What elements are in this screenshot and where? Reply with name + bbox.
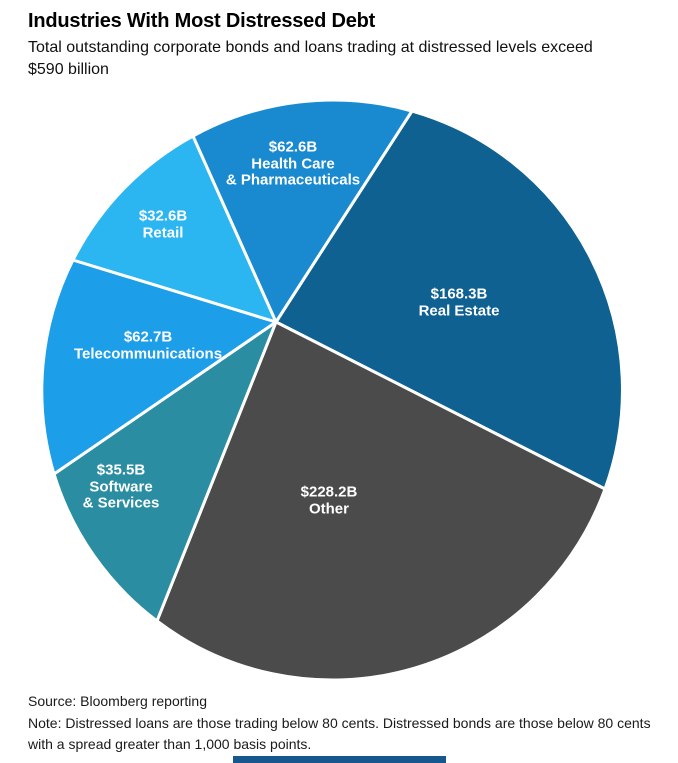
slice-label-line: $32.6B bbox=[138, 207, 188, 225]
source-text: Source: Bloomberg reporting bbox=[28, 693, 207, 709]
slice-label-line: $62.6B bbox=[268, 138, 318, 156]
slice-label-line: Health Care bbox=[251, 154, 335, 172]
slice-label-line: Real Estate bbox=[418, 302, 500, 319]
slice-label-line: & Pharmaceuticals bbox=[225, 171, 361, 189]
note-text: Note: Distressed loans are those trading below 80 cents. Distressed bonds are those below 80 cents with a spread greater than 1,000 basis points. bbox=[28, 715, 651, 752]
slice-label-line: & Services bbox=[82, 494, 160, 512]
slice-label-line: $228.2B bbox=[300, 483, 358, 501]
bottom-bar bbox=[233, 756, 446, 763]
slice-label-line: Software bbox=[89, 477, 153, 495]
slice-label-line: Other bbox=[308, 500, 349, 517]
chart-subtitle: Total outstanding corporate bonds and loans trading at distressed levels exceed $590 billion bbox=[28, 39, 593, 78]
slice-label-line: Telecommunications bbox=[73, 345, 223, 362]
slice-label-line: Retail bbox=[142, 224, 184, 241]
slice-label-line: $62.7B bbox=[123, 328, 173, 346]
slice-label-line: $168.3B bbox=[430, 285, 488, 303]
page-title: Industries With Most Distressed Debt bbox=[28, 10, 376, 32]
slice-label-line: $35.5B bbox=[96, 461, 146, 479]
